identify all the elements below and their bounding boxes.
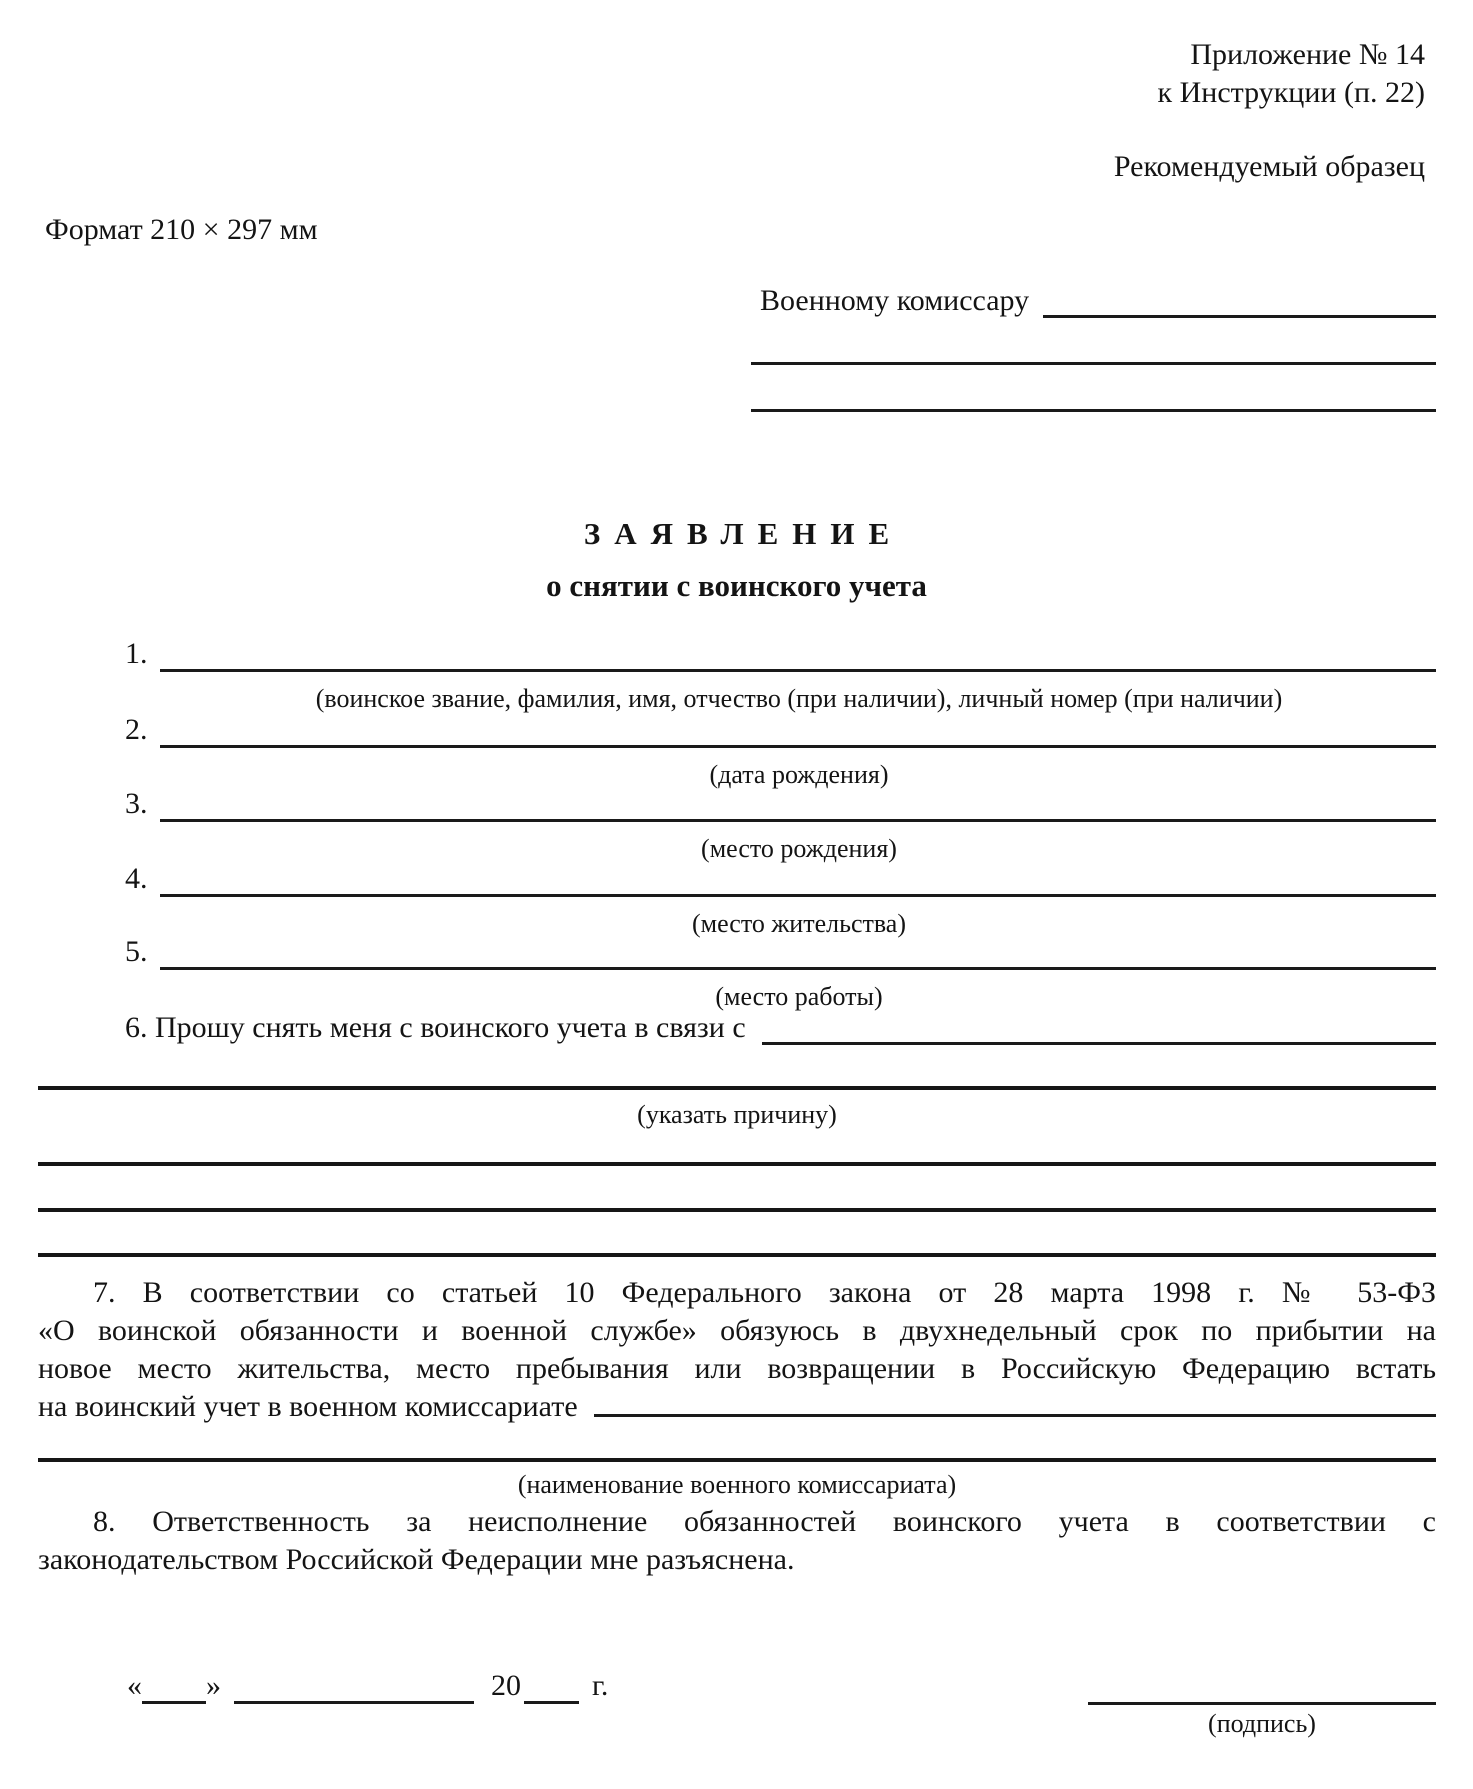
commissariat-blank-line-2 <box>38 1458 1436 1462</box>
paragraph-7-line-4: на воинский учет в военном комиссариате <box>38 1388 1436 1426</box>
reason-blank-line-4 <box>38 1253 1436 1257</box>
item6-row <box>125 1009 1436 1045</box>
date-month-blank <box>234 1667 474 1704</box>
commissariat-caption: (наименование военного комиссариата) <box>517 1470 957 1499</box>
field-blank-line <box>160 711 1437 748</box>
field-number: 1. <box>125 637 148 670</box>
paragraph-8-line-2: законодательством Российской Федерации мне разъяснена. <box>38 1543 795 1576</box>
item6-text: 6. Прошу снять меня с воинского учета в связи с <box>125 1011 746 1044</box>
field-caption: (воинское звание, фамилия, имя, отчество (при наличии), личный номер (при наличии) <box>315 684 1283 713</box>
date-row <box>127 1668 608 1704</box>
field-caption: (место жительства) <box>691 909 906 938</box>
field-row-3 <box>125 786 1436 822</box>
year-suffix: г. <box>592 1669 609 1702</box>
addressee-blank-line-1 <box>1043 281 1436 318</box>
year-prefix: 20 <box>491 1669 521 1702</box>
item6-blank-line <box>762 1008 1436 1045</box>
signature-blank-line <box>1088 1668 1436 1705</box>
reason-blank-line-1 <box>38 1086 1436 1090</box>
field-number: 3. <box>125 787 148 820</box>
field-number: 5. <box>125 935 148 968</box>
addressee-label: Военному комиссару <box>760 284 1030 317</box>
field-row-4 <box>125 861 1436 897</box>
field-row-2 <box>125 712 1436 748</box>
reason-caption: (указать причину) <box>637 1100 837 1129</box>
paper-format-note: Формат 210 × 297 мм <box>45 213 318 246</box>
paragraph-7-line-1: 7. В соответствии со статьей 10 Федерального закона от 28 марта 1998 г. № 53-ФЗ <box>93 1276 1436 1309</box>
field-blank-line <box>160 785 1437 822</box>
reason-blank-line-3 <box>38 1208 1436 1212</box>
field-blank-line <box>160 635 1437 672</box>
recommended-sample-label: Рекомендуемый образец <box>1113 150 1425 183</box>
paragraph-8-line-1: 8. Ответственность за неисполнение обязанностей воинского учета в соответствии с <box>93 1505 1436 1538</box>
field-caption: (место работы) <box>715 982 883 1011</box>
date-year-blank <box>524 1667 579 1704</box>
appendix-note <box>1158 36 1425 112</box>
paragraph-7 <box>38 1274 1436 1426</box>
close-quote: » <box>206 1669 221 1702</box>
appendix-line-1: Приложение № 14 <box>1190 38 1425 71</box>
commissariat-blank-line-1 <box>594 1388 1436 1417</box>
appendix-line-2: к Инструкции (п. 22) <box>1157 76 1425 109</box>
field-row-5 <box>125 934 1436 970</box>
paragraph-7-line-3: новое место жительства, место пребывания или возвращении в Российскую Федерацию встать <box>38 1352 1436 1385</box>
field-blank-line <box>160 933 1437 970</box>
signature-caption: (подпись) <box>1208 1709 1316 1738</box>
open-quote: « <box>127 1669 142 1702</box>
paragraph-7-line-2: «О воинской обязанности и военной службе» обязуюсь в двухнедельный срок по прибытии на <box>38 1314 1436 1347</box>
reason-blank-line-2 <box>38 1162 1436 1166</box>
field-row-1 <box>125 636 1436 672</box>
signature-block <box>1088 1668 1436 1739</box>
date-day-blank <box>142 1667 206 1704</box>
field-number: 4. <box>125 862 148 895</box>
field-blank-line <box>160 860 1437 897</box>
field-number: 2. <box>125 713 148 746</box>
document-title: ЗАЯВЛЕНИЕ <box>583 516 904 551</box>
addressee-blank-line-3 <box>751 409 1436 412</box>
document-subtitle: о снятии с воинского учета <box>546 568 927 603</box>
addressee-row <box>760 282 1436 318</box>
paragraph-8 <box>38 1503 1436 1579</box>
field-caption: (дата рождения) <box>709 760 889 789</box>
addressee-blank-line-2 <box>751 362 1436 365</box>
field-caption: (место рождения) <box>701 834 897 863</box>
